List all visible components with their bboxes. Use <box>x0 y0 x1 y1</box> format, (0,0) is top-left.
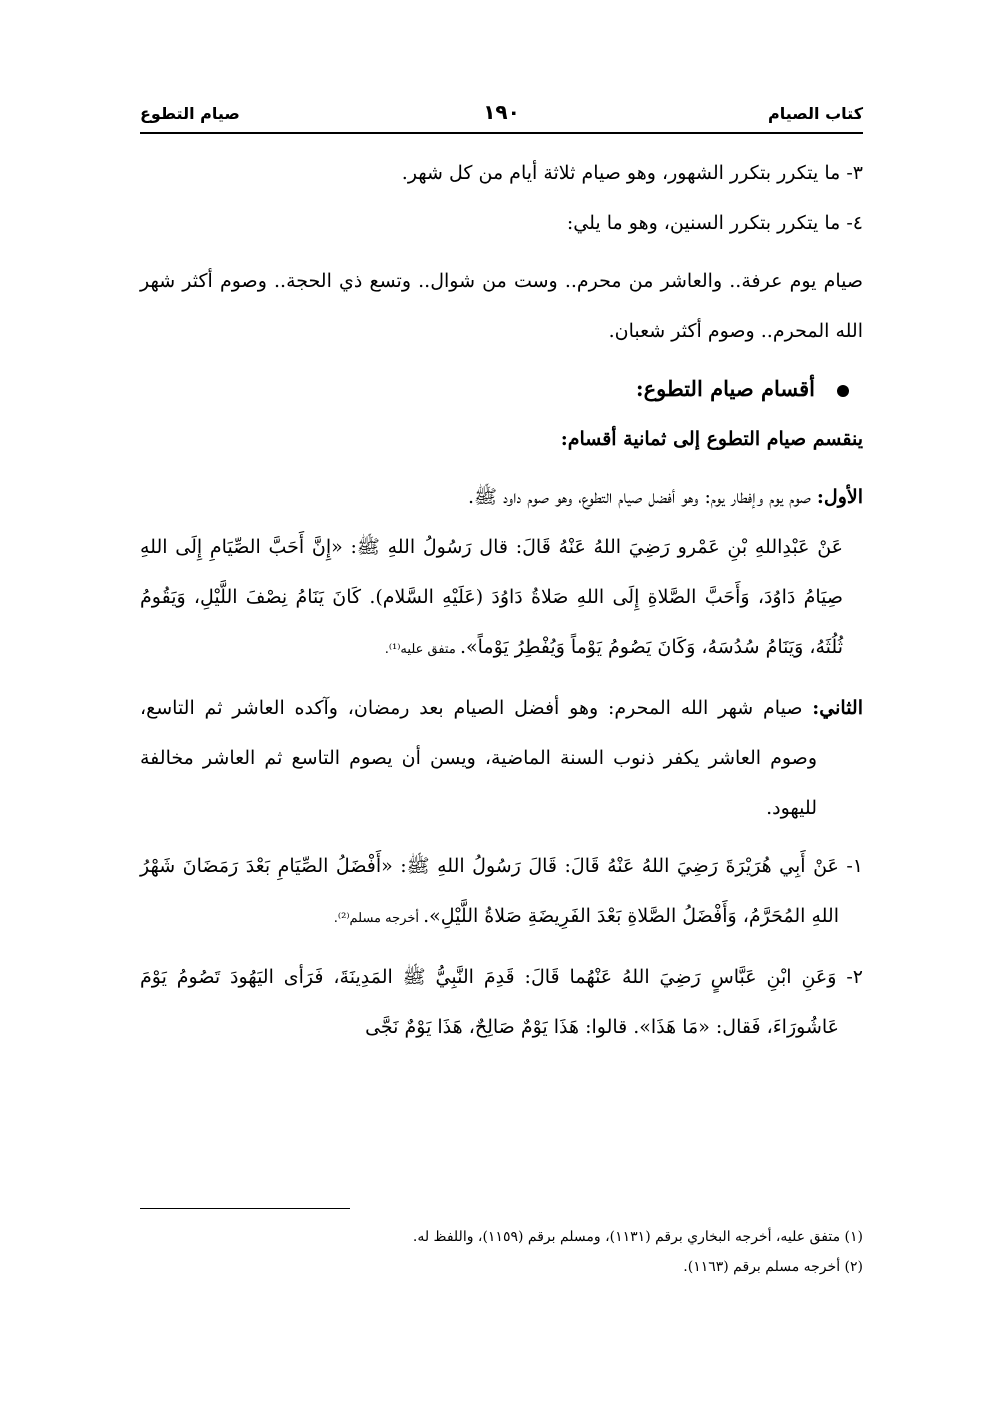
hadith-2: ٢- وَعَنِ ابْنِ عَبَّاسٍ رَضِيَ اللهُ عَنْهُما قَالَ: قَدِمَ النَّبِيُّ ﷺ المَدِينَةَ، فَرَأى اليَهُودَ تَصُومُ يَوْمَ عَاشُورَاءَ، فَقال: «مَا هَذَا». قالوا: هَذَا يَوْمٌ صَالِحٌ، هَذَا يَوْمٌ نَجَّى <box>140 966 863 1038</box>
footnote-1: (١) متفق عليه، أخرجه البخاري برقم (١١٣١)، ومسلم برقم (١١٥٩)، واللفظ له. <box>412 1229 863 1245</box>
hadith-1-text: ١- عَنْ أَبِي هُرَيْرَةَ رَضِيَ اللهُ عَنْهُ قَالَ: قَالَ رَسُولُ اللهِ ﷺ: «أَفْضَلُ الصِّيَامِ بَعْدَ رَمَضَانَ شَهْرُ اللهِ المُحَرَّمُ، وَأَفْضَلُ الصَّلاةِ بَعْدَ الفَرِيضَةِ صَلاةُ اللَّيْلِ». <box>140 855 863 927</box>
paragraph-item4: ٤- ما يتكرر بتكرر السنين، وهو ما يلي: <box>566 212 863 234</box>
first-label: الأول: <box>816 486 863 508</box>
hadith-first-ref: متفق عليه⁽¹⁾. <box>384 642 460 657</box>
section-intro: ينقسم صيام التطوع إلى ثمانية أقسام: <box>560 428 863 450</box>
footnote-divider <box>140 1208 350 1209</box>
hadith-1 <box>140 841 863 944</box>
second-label: الثاني: <box>812 697 863 719</box>
bullet-icon <box>837 385 849 397</box>
paragraph-item3: ٣- ما يتكرر بتكرر الشهور، وهو صيام ثلاثة أيام من كل شهر. <box>401 162 863 184</box>
page-content <box>140 148 863 1052</box>
hadith-first <box>140 522 863 675</box>
section-heading-text: أقسام صيام التطوع: <box>635 376 815 401</box>
page-header <box>140 96 863 130</box>
book-title: كتاب الصيام <box>767 104 863 123</box>
section-heading <box>140 364 863 414</box>
paragraph-first <box>140 472 863 522</box>
footnotes <box>140 1222 863 1282</box>
header-divider <box>140 132 863 134</box>
chapter-title: صيام التطوع <box>140 104 240 123</box>
hadith-1-ref: أخرجه مسلم⁽²⁾. <box>333 911 424 926</box>
page-number: ١٩٠ <box>483 100 520 124</box>
paragraph-yearly-days: صيام يوم عرفة.. والعاشر من محرم.. وست من شوال.. وتسع ذي الحجة.. وصوم أكثر شهر الله المحرم.. وصوم أكثر شعبان. <box>140 270 863 342</box>
first-text: صوم يوم وإفطار يوم: وهو أفضل صيام التطوع، وهو صوم داود ﷺ. <box>467 486 817 508</box>
footnote-2: (٢) أخرجه مسلم برقم (١١٦٣). <box>683 1259 863 1275</box>
book-page <box>140 96 863 1386</box>
hadith-first-text: عَنْ عَبْدِاللهِ بْنِ عَمْرو رَضِيَ اللهُ عَنْهُ قَالَ: قال رَسُولُ اللهِ ﷺ: «إِنَّ أَحَبَّ الصِّيَامِ إِلَى اللهِ صِيَامُ دَاوُدَ، وَأَحَبَّ الصَّلاةِ إِلَى اللهِ صَلاةُ دَاوُدَ (عَلَيْهِ السَّلام). كَانَ يَنَامُ نِصْفَ اللَّيْلِ، وَيَقُومُ ثُلُثَهُ، وَيَنَامُ سُدُسَهُ، وَكَانَ يَصُومُ يَوْماً وَيُفْطِرُ يَوْماً». <box>140 536 843 658</box>
paragraph-second <box>140 683 863 833</box>
second-text: صيام شهر الله المحرم: وهو أفضل الصيام بعد رمضان، وآكده العاشر ثم التاسع، وصوم العاشر يكفر ذنوب السنة الماضية، ويسن أن يصوم التاسع ثم العاشر مخالفة لليهود. <box>140 697 817 819</box>
